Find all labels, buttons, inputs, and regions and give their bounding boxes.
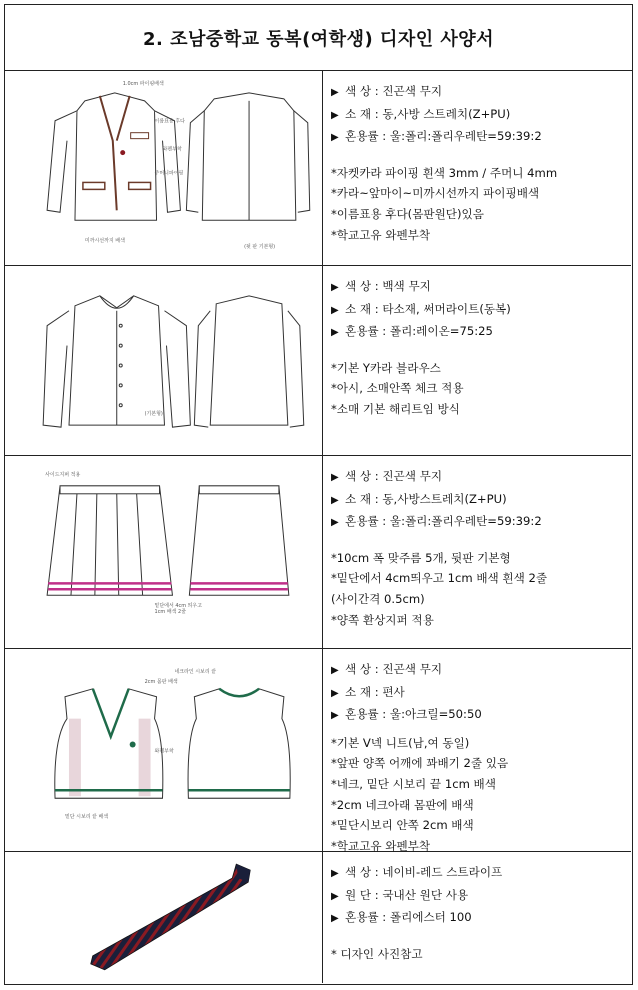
note-line: *양쪽 환상지퍼 적용 bbox=[331, 612, 434, 627]
spec-line: ▶ 색 상 : 진곤색 무지 bbox=[331, 659, 625, 682]
svg-text:와펜부착: 와펜부착 bbox=[162, 146, 182, 153]
bullet-icon: ▶ bbox=[331, 710, 339, 722]
svg-text:이름표용 후다: 이름표용 후다 bbox=[154, 118, 185, 125]
note-line: *앞판 양쪽 어깨에 꽈배기 2줄 있음 bbox=[331, 756, 509, 771]
item-row-jacket bbox=[5, 71, 631, 266]
jacket-illustration bbox=[5, 71, 323, 265]
blouse-drawing bbox=[5, 266, 322, 455]
spec-line: ▶ 색 상 : 진곤색 무지 bbox=[331, 81, 625, 104]
spec-line: ▶ 원 단 : 국내산 원단 사용 bbox=[331, 885, 625, 908]
note-line: (사이간격 0.5cm) bbox=[331, 591, 425, 606]
jacket-spec bbox=[331, 81, 625, 245]
skirt-spec bbox=[331, 466, 625, 630]
note-line: * 디자인 사진참고 bbox=[331, 946, 423, 961]
note-line: *이름표용 후다(몸판원단)있음 bbox=[331, 206, 484, 221]
svg-text:네크라인 시보리 끝: 네크라인 시보리 끝 bbox=[174, 668, 217, 675]
bullet-icon: ▶ bbox=[331, 890, 339, 902]
spec-line: ▶ 색 상 : 진곤색 무지 bbox=[331, 466, 625, 489]
svg-text:주머니파이핑: 주머니파이핑 bbox=[154, 170, 184, 177]
bullet-icon: ▶ bbox=[331, 665, 339, 676]
spec-line: ▶ 혼용률 : 울:폴리:폴리우레탄=59:39:2 bbox=[331, 511, 625, 534]
jacket-drawing bbox=[5, 71, 322, 265]
svg-text:사이드지퍼 적용: 사이드지퍼 적용 bbox=[45, 471, 81, 478]
item-row-blouse bbox=[5, 266, 631, 456]
skirt-drawing bbox=[5, 456, 322, 648]
spec-line: ▶ 색 상 : 네이비-레드 스트라이프 bbox=[331, 862, 625, 885]
bullet-icon: ▶ bbox=[331, 472, 339, 483]
note-line: *2cm 네크아래 몸판에 배색 bbox=[331, 797, 474, 812]
tie-spec bbox=[331, 862, 625, 964]
blouse-spec bbox=[331, 276, 625, 420]
note-line: *학교고유 와펜부착 bbox=[331, 838, 431, 853]
bullet-icon: ▶ bbox=[331, 687, 339, 699]
bullet-icon: ▶ bbox=[331, 304, 339, 316]
svg-text:미까시선까지 배색: 미까시선까지 배색 bbox=[84, 238, 125, 245]
item-row-skirt bbox=[5, 456, 631, 649]
note-line: *밑단시보리 안쪽 2cm 배색 bbox=[331, 818, 474, 833]
vest-illustration bbox=[5, 649, 323, 851]
spec-line: ▶ 혼용률 : 폴리:레이온=75:25 bbox=[331, 321, 625, 344]
bullet-icon: ▶ bbox=[331, 132, 339, 144]
tie-illustration bbox=[5, 852, 323, 983]
svg-text:1cm 배색 2줄: 1cm 배색 2줄 bbox=[154, 609, 186, 616]
spec-line: ▶ 소 재 : 동,사방스트레치(Z+PU) bbox=[331, 489, 625, 512]
spec-line: ▶ 소 재 : 편사 bbox=[331, 682, 625, 705]
tie-drawing bbox=[5, 852, 322, 983]
note-line: *자켓카라 파이핑 흰색 3mm / 주머니 4mm bbox=[331, 165, 558, 180]
svg-text:밑단 시보리 끝 배색: 밑단 시보리 끝 배색 bbox=[64, 814, 109, 821]
spec-line: ▶ 색 상 : 백색 무지 bbox=[331, 276, 625, 299]
svg-text:(뒷 판 기본형): (뒷 판 기본형) bbox=[244, 244, 276, 251]
item-row-tie bbox=[5, 852, 631, 983]
page-title: 2. 조남중학교 동복(여학생) 디자인 사양서 bbox=[5, 5, 632, 71]
bullet-icon: ▶ bbox=[331, 109, 339, 121]
skirt-illustration bbox=[5, 456, 323, 648]
spec-line: ▶ 소 재 : 동,사방 스트레치(Z+PU) bbox=[331, 104, 625, 127]
spec-sheet bbox=[4, 4, 633, 985]
vest-drawing bbox=[5, 649, 322, 851]
spec-line: ▶ 혼용률 : 폴리에스터 100 bbox=[331, 907, 625, 930]
bullet-icon: ▶ bbox=[331, 868, 339, 879]
note-line: *아시, 소매안쪽 체크 적용 bbox=[331, 381, 464, 396]
svg-text:2cm 몸판 배색: 2cm 몸판 배색 bbox=[144, 678, 178, 685]
spec-line: ▶ 혼용률 : 울:폴리:폴리우레탄=59:39:2 bbox=[331, 126, 625, 149]
svg-text:밑단에서 4cm 띄우고: 밑단에서 4cm 띄우고 bbox=[154, 603, 203, 610]
note-line: *네크, 밑단 시보리 끝 1cm 배색 bbox=[331, 776, 496, 791]
bullet-icon: ▶ bbox=[331, 327, 339, 339]
bullet-icon: ▶ bbox=[331, 913, 339, 925]
bullet-icon: ▶ bbox=[331, 517, 339, 529]
spec-line: ▶ 소 재 : 타소재, 써머라이트(동복) bbox=[331, 299, 625, 322]
note-line: *10cm 폭 맞주름 5개, 뒷판 기본형 bbox=[331, 550, 511, 565]
note-line: *밑단에서 4cm띄우고 1cm 배색 흰색 2줄 bbox=[331, 571, 548, 586]
svg-text:(기본형): (기본형) bbox=[144, 411, 163, 418]
bullet-icon: ▶ bbox=[331, 494, 339, 506]
note-line: *기본 V넥 니트(남,여 동일) bbox=[331, 735, 470, 750]
bullet-icon: ▶ bbox=[331, 87, 339, 98]
note-line: *카라~앞마이~미까시선까지 파이핑배색 bbox=[331, 186, 540, 201]
svg-text:와펜부착: 와펜부착 bbox=[154, 748, 174, 755]
bullet-icon: ▶ bbox=[331, 282, 339, 293]
blouse-illustration bbox=[5, 266, 323, 455]
note-line: *기본 Y카라 블라우스 bbox=[331, 360, 441, 375]
vest-spec bbox=[331, 659, 625, 856]
item-row-vest bbox=[5, 649, 631, 852]
svg-text:1.0cm 파이핑배색: 1.0cm 파이핑배색 bbox=[122, 80, 164, 87]
note-line: *학교고유 와펜부착 bbox=[331, 227, 431, 242]
spec-line: ▶ 혼용률 : 울:아크릴=50:50 bbox=[331, 704, 625, 727]
note-line: *소매 기본 해리트임 방식 bbox=[331, 401, 460, 416]
